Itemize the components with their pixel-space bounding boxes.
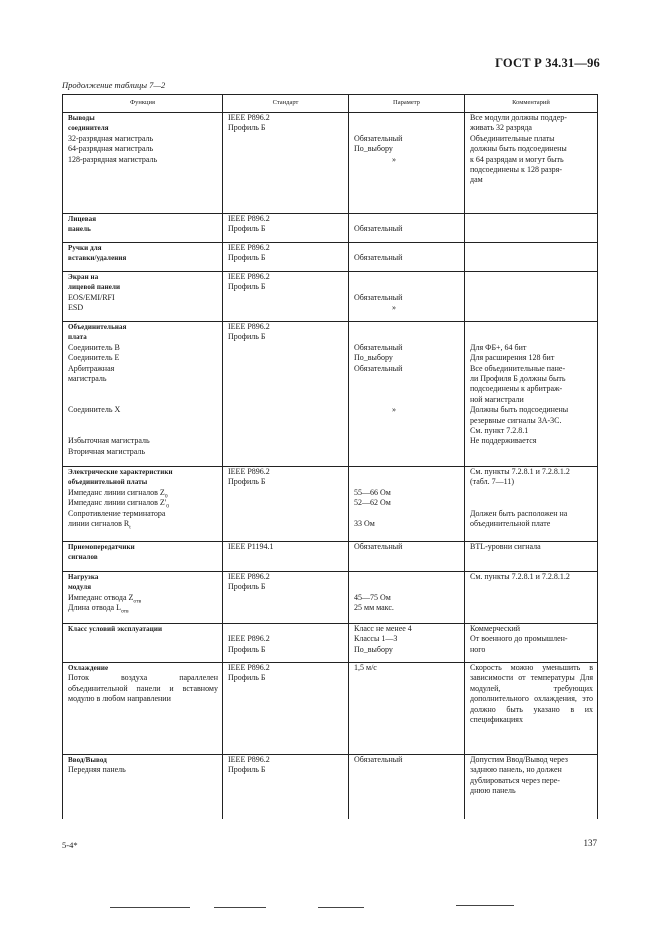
col-header-comment: Комментарий bbox=[465, 95, 598, 113]
standard-line: IEEE P896.2 bbox=[228, 214, 270, 223]
cell-function bbox=[63, 243, 223, 272]
comment-line: подсоединены к арбитраж- bbox=[470, 384, 563, 394]
table-row bbox=[63, 214, 598, 243]
parameter-value: Обязательный bbox=[354, 224, 403, 234]
cell-function bbox=[63, 572, 223, 624]
comment-line: Для ФБ+, 64 бит bbox=[470, 342, 527, 352]
comment-line: BTL-уровни сигнала bbox=[470, 542, 541, 551]
cell-comment bbox=[465, 572, 598, 624]
comment-line: объединительной плате bbox=[470, 519, 551, 528]
function-title: сигналов bbox=[68, 553, 98, 562]
standard-line: IEEE P896.2 bbox=[228, 272, 270, 281]
standard-line: Профиль Б bbox=[228, 765, 266, 775]
function-title: Электрические характеристики bbox=[68, 468, 173, 476]
cell-standard bbox=[223, 755, 349, 819]
cell-function bbox=[63, 624, 223, 663]
function-item: 64-разрядная магистраль bbox=[68, 144, 154, 154]
comment-line: подсоединены к 128 разря- bbox=[470, 165, 562, 175]
function-title: вставки/удаления bbox=[68, 254, 127, 263]
page-number: 137 bbox=[583, 838, 597, 848]
function-item: Соединитель Е bbox=[68, 353, 120, 363]
function-title: плата bbox=[68, 333, 87, 342]
comment-line: См. пункт 7.2.8.1 bbox=[470, 426, 529, 436]
table-row bbox=[63, 322, 598, 467]
comment-line: дам bbox=[470, 175, 483, 185]
comment-line: заднюю панель, но должен bbox=[470, 765, 562, 775]
standard-line: IEEE P896.2 bbox=[228, 663, 270, 672]
cell-comment bbox=[465, 624, 598, 663]
standard-line: Профиль Б bbox=[228, 644, 266, 654]
function-item bbox=[68, 498, 218, 508]
parameter-value: Обязательный bbox=[354, 755, 403, 764]
cell-parameter bbox=[349, 113, 465, 214]
comment-line: См. пункты 7.2.8.1 и 7.2.8.1.2 bbox=[470, 467, 570, 476]
document-id: ГОСТ Р 34.31—96 bbox=[495, 56, 600, 70]
cell-comment bbox=[465, 542, 598, 572]
bottom-rule bbox=[456, 905, 514, 906]
load-label: Импеданс отвода Z bbox=[68, 592, 134, 602]
cell-standard bbox=[223, 214, 349, 243]
parameter-value: 45—75 Ом bbox=[354, 592, 391, 602]
cell-standard bbox=[223, 113, 349, 214]
cell-function bbox=[63, 113, 223, 214]
parameter-value: Обязательный bbox=[354, 133, 403, 143]
function-item: Соединитель X bbox=[68, 405, 121, 415]
cell-comment bbox=[465, 243, 598, 272]
standard-line: IEEE P896.2 bbox=[228, 322, 270, 331]
cell-parameter bbox=[349, 214, 465, 243]
terminator-label: линии сигналов R bbox=[68, 519, 130, 529]
impedance-label: Импеданс линии сигналов Z' bbox=[68, 498, 167, 508]
cell-function bbox=[63, 467, 223, 542]
function-item: Соединитель В bbox=[68, 342, 120, 352]
comment-line: должны быть подсоединены bbox=[470, 144, 567, 154]
function-title: Ввод/Вывод bbox=[68, 756, 107, 764]
table-row bbox=[63, 572, 598, 624]
bottom-rule bbox=[110, 907, 190, 908]
comment-line: ного bbox=[470, 644, 486, 654]
standard-line: IEEE P1194.1 bbox=[228, 542, 274, 551]
standard-line: IEEE P896.2 bbox=[228, 113, 270, 122]
cell-standard bbox=[223, 624, 349, 663]
parameter-value: 33 Ом bbox=[354, 518, 375, 528]
parameter-value: Обязательный bbox=[354, 363, 403, 373]
comment-line: Коммерческий bbox=[470, 624, 521, 633]
cell-comment bbox=[465, 113, 598, 214]
comment-line: живать 32 разряда bbox=[470, 123, 532, 133]
standard-line: Профиль Б bbox=[228, 332, 266, 342]
function-item: Передняя панель bbox=[68, 765, 126, 775]
table-row bbox=[63, 272, 598, 322]
impedance-label: Импеданс линии сигналов Z bbox=[68, 487, 165, 497]
parameter-value: По_выбору bbox=[354, 644, 393, 654]
cell-comment bbox=[465, 467, 598, 542]
cell-parameter bbox=[349, 572, 465, 624]
cell-function bbox=[63, 214, 223, 243]
standard-line: IEEE P896.2 bbox=[228, 572, 270, 581]
subscript: 0 bbox=[164, 493, 168, 499]
parameter-value: » bbox=[392, 405, 396, 415]
function-item bbox=[68, 593, 218, 603]
spec-table bbox=[62, 94, 598, 819]
cell-parameter bbox=[349, 663, 465, 755]
standard-line: Профиль Б bbox=[228, 224, 266, 234]
table-header-row bbox=[63, 95, 598, 113]
parameter-value: 52—62 Ом bbox=[354, 498, 391, 508]
parameter-value: Обязательный bbox=[354, 253, 403, 263]
cell-standard bbox=[223, 572, 349, 624]
function-title: Выводы bbox=[68, 114, 95, 122]
parameter-value: Класс не менее 4 bbox=[354, 624, 412, 633]
cell-standard bbox=[223, 243, 349, 272]
comment-line: ли Профиля Б должны быть bbox=[470, 374, 566, 383]
comment-line: Все объединительные пане- bbox=[470, 363, 566, 373]
function-title: модуля bbox=[68, 583, 92, 592]
cell-standard bbox=[223, 542, 349, 572]
function-item: магистраль bbox=[68, 374, 107, 384]
cell-comment bbox=[465, 663, 598, 755]
comment-line: Должны быть подсоединены bbox=[470, 405, 569, 415]
function-item: 128-разрядная магистраль bbox=[68, 154, 158, 164]
standard-line: Профиль Б bbox=[228, 253, 266, 263]
table-row bbox=[63, 113, 598, 214]
standard-line: Профиль Б bbox=[228, 582, 266, 592]
comment-line: днюю панель bbox=[470, 786, 516, 796]
standard-line: Профиль Б bbox=[228, 673, 266, 683]
cell-parameter bbox=[349, 624, 465, 663]
cell-standard bbox=[223, 467, 349, 542]
bottom-rule bbox=[318, 907, 364, 908]
function-item bbox=[68, 603, 218, 613]
comment-line: Должен быть расположен на bbox=[470, 508, 568, 518]
cell-parameter bbox=[349, 272, 465, 322]
cell-function bbox=[63, 272, 223, 322]
function-title: соединителя bbox=[68, 124, 109, 133]
comment-line: дублироваться через пере- bbox=[470, 775, 560, 785]
parameter-value: По_выбору bbox=[354, 353, 393, 363]
function-item bbox=[68, 519, 218, 529]
function-title: объединительной платы bbox=[68, 478, 148, 487]
table-row bbox=[63, 663, 598, 755]
parameter-value: » bbox=[392, 154, 396, 164]
cell-comment bbox=[465, 214, 598, 243]
function-item: Сопротивление терминатора bbox=[68, 508, 166, 518]
function-title: Охлаждение bbox=[68, 664, 109, 672]
bottom-rule bbox=[214, 907, 266, 908]
function-item: Вторичная магистраль bbox=[68, 446, 146, 456]
function-title: Нагрузка bbox=[68, 573, 99, 581]
page-signature: 5-4* bbox=[62, 840, 78, 850]
function-item: Арбитражная bbox=[68, 363, 115, 373]
parameter-value: Обязательный bbox=[354, 342, 403, 352]
col-header-function: Функция bbox=[63, 95, 223, 113]
col-header-standard: Стандарт bbox=[223, 95, 349, 113]
parameter-value: По_выбору bbox=[354, 144, 393, 154]
comment-line: к 64 разрядам и могут быть bbox=[470, 154, 564, 164]
spec-table-container bbox=[62, 94, 597, 819]
load-label: Длина отвода L bbox=[68, 603, 121, 613]
function-title: Ручки для bbox=[68, 244, 102, 252]
cell-function bbox=[63, 322, 223, 467]
comment-line: Все модули должны поддер- bbox=[470, 113, 567, 122]
subscript: отв bbox=[133, 598, 142, 604]
parameter-value: 25 мм макс. bbox=[354, 603, 394, 613]
standard-line: IEEE P896.2 bbox=[228, 243, 270, 252]
cell-comment bbox=[465, 755, 598, 819]
function-title: Объединительная bbox=[68, 323, 127, 331]
standard-line: Профиль Б bbox=[228, 282, 266, 292]
function-item: EOS/EMI/RFI bbox=[68, 292, 115, 302]
table-continuation-label: Продолжение таблицы 7—2 bbox=[62, 80, 166, 90]
cell-function bbox=[63, 542, 223, 572]
comment-line: Допустим Ввод/Вывод через bbox=[470, 755, 568, 764]
cell-parameter bbox=[349, 243, 465, 272]
table-row bbox=[63, 542, 598, 572]
cell-comment bbox=[465, 322, 598, 467]
function-title: панель bbox=[68, 225, 91, 234]
cell-comment bbox=[465, 272, 598, 322]
standard-line: IEEE P896.2 bbox=[228, 755, 270, 764]
parameter-value: Обязательный bbox=[354, 292, 403, 302]
cell-parameter bbox=[349, 467, 465, 542]
comment-line: (табл. 7—11) bbox=[470, 477, 515, 487]
subscript: отв bbox=[120, 608, 129, 614]
comment-line: См. пункты 7.2.8.1 и 7.2.8.1.2 bbox=[470, 572, 570, 581]
function-item: ESD bbox=[68, 303, 84, 313]
comment-text: Скорость можно уменьшить в зависимости от температуры Для модулей, требующих дополнительного охлаждения, это должно быть указано в их спецификациях bbox=[470, 663, 593, 725]
function-item: 32-разрядная магистраль bbox=[68, 133, 154, 143]
parameter-value: 55—66 Ом bbox=[354, 487, 391, 497]
standard-line: IEEE P896.2 bbox=[228, 634, 270, 644]
table-row bbox=[63, 243, 598, 272]
parameter-value: Классы 1—3 bbox=[354, 634, 398, 644]
comment-line: Не поддерживается bbox=[470, 436, 537, 446]
parameter-value: » bbox=[392, 303, 396, 313]
col-header-parameter: Параметр bbox=[349, 95, 465, 113]
comment-line: ной магистрали bbox=[470, 394, 524, 404]
cell-parameter bbox=[349, 322, 465, 467]
comment-line: Объединительные платы bbox=[470, 133, 555, 143]
subscript: t bbox=[129, 524, 131, 530]
cell-function bbox=[63, 755, 223, 819]
function-item bbox=[68, 488, 218, 498]
subscript: 0 bbox=[166, 503, 169, 509]
standard-line: IEEE P896.2 bbox=[228, 467, 270, 476]
cell-standard bbox=[223, 663, 349, 755]
comment-line: резервные сигналы 3А-3С. bbox=[470, 415, 562, 425]
function-title: лицевой панели bbox=[68, 283, 121, 292]
standard-line: Профиль Б bbox=[228, 123, 266, 133]
cell-parameter bbox=[349, 755, 465, 819]
function-description: Поток воздуха параллелен объединительной панели и вставному модулю в любом направлении bbox=[68, 673, 218, 704]
function-title: Лицевая bbox=[68, 215, 97, 223]
cell-standard bbox=[223, 272, 349, 322]
cell-standard bbox=[223, 322, 349, 467]
parameter-value: 1,5 м/с bbox=[354, 663, 377, 672]
standard-line: Профиль Б bbox=[228, 477, 266, 487]
function-title: Экран на bbox=[68, 273, 99, 281]
comment-line: От военного до промышлен- bbox=[470, 634, 568, 644]
table-row bbox=[63, 467, 598, 542]
parameter-value: Обязательный bbox=[354, 542, 403, 551]
comment-line: Для расширения 128 бит bbox=[470, 353, 555, 363]
function-item: Избыточная магистраль bbox=[68, 436, 150, 446]
function-title: Приемопередатчики bbox=[68, 543, 135, 551]
table-row bbox=[63, 755, 598, 819]
table-row bbox=[63, 624, 598, 663]
function-title: Класс условий эксплуатации bbox=[68, 625, 163, 633]
cell-function bbox=[63, 663, 223, 755]
cell-parameter bbox=[349, 542, 465, 572]
